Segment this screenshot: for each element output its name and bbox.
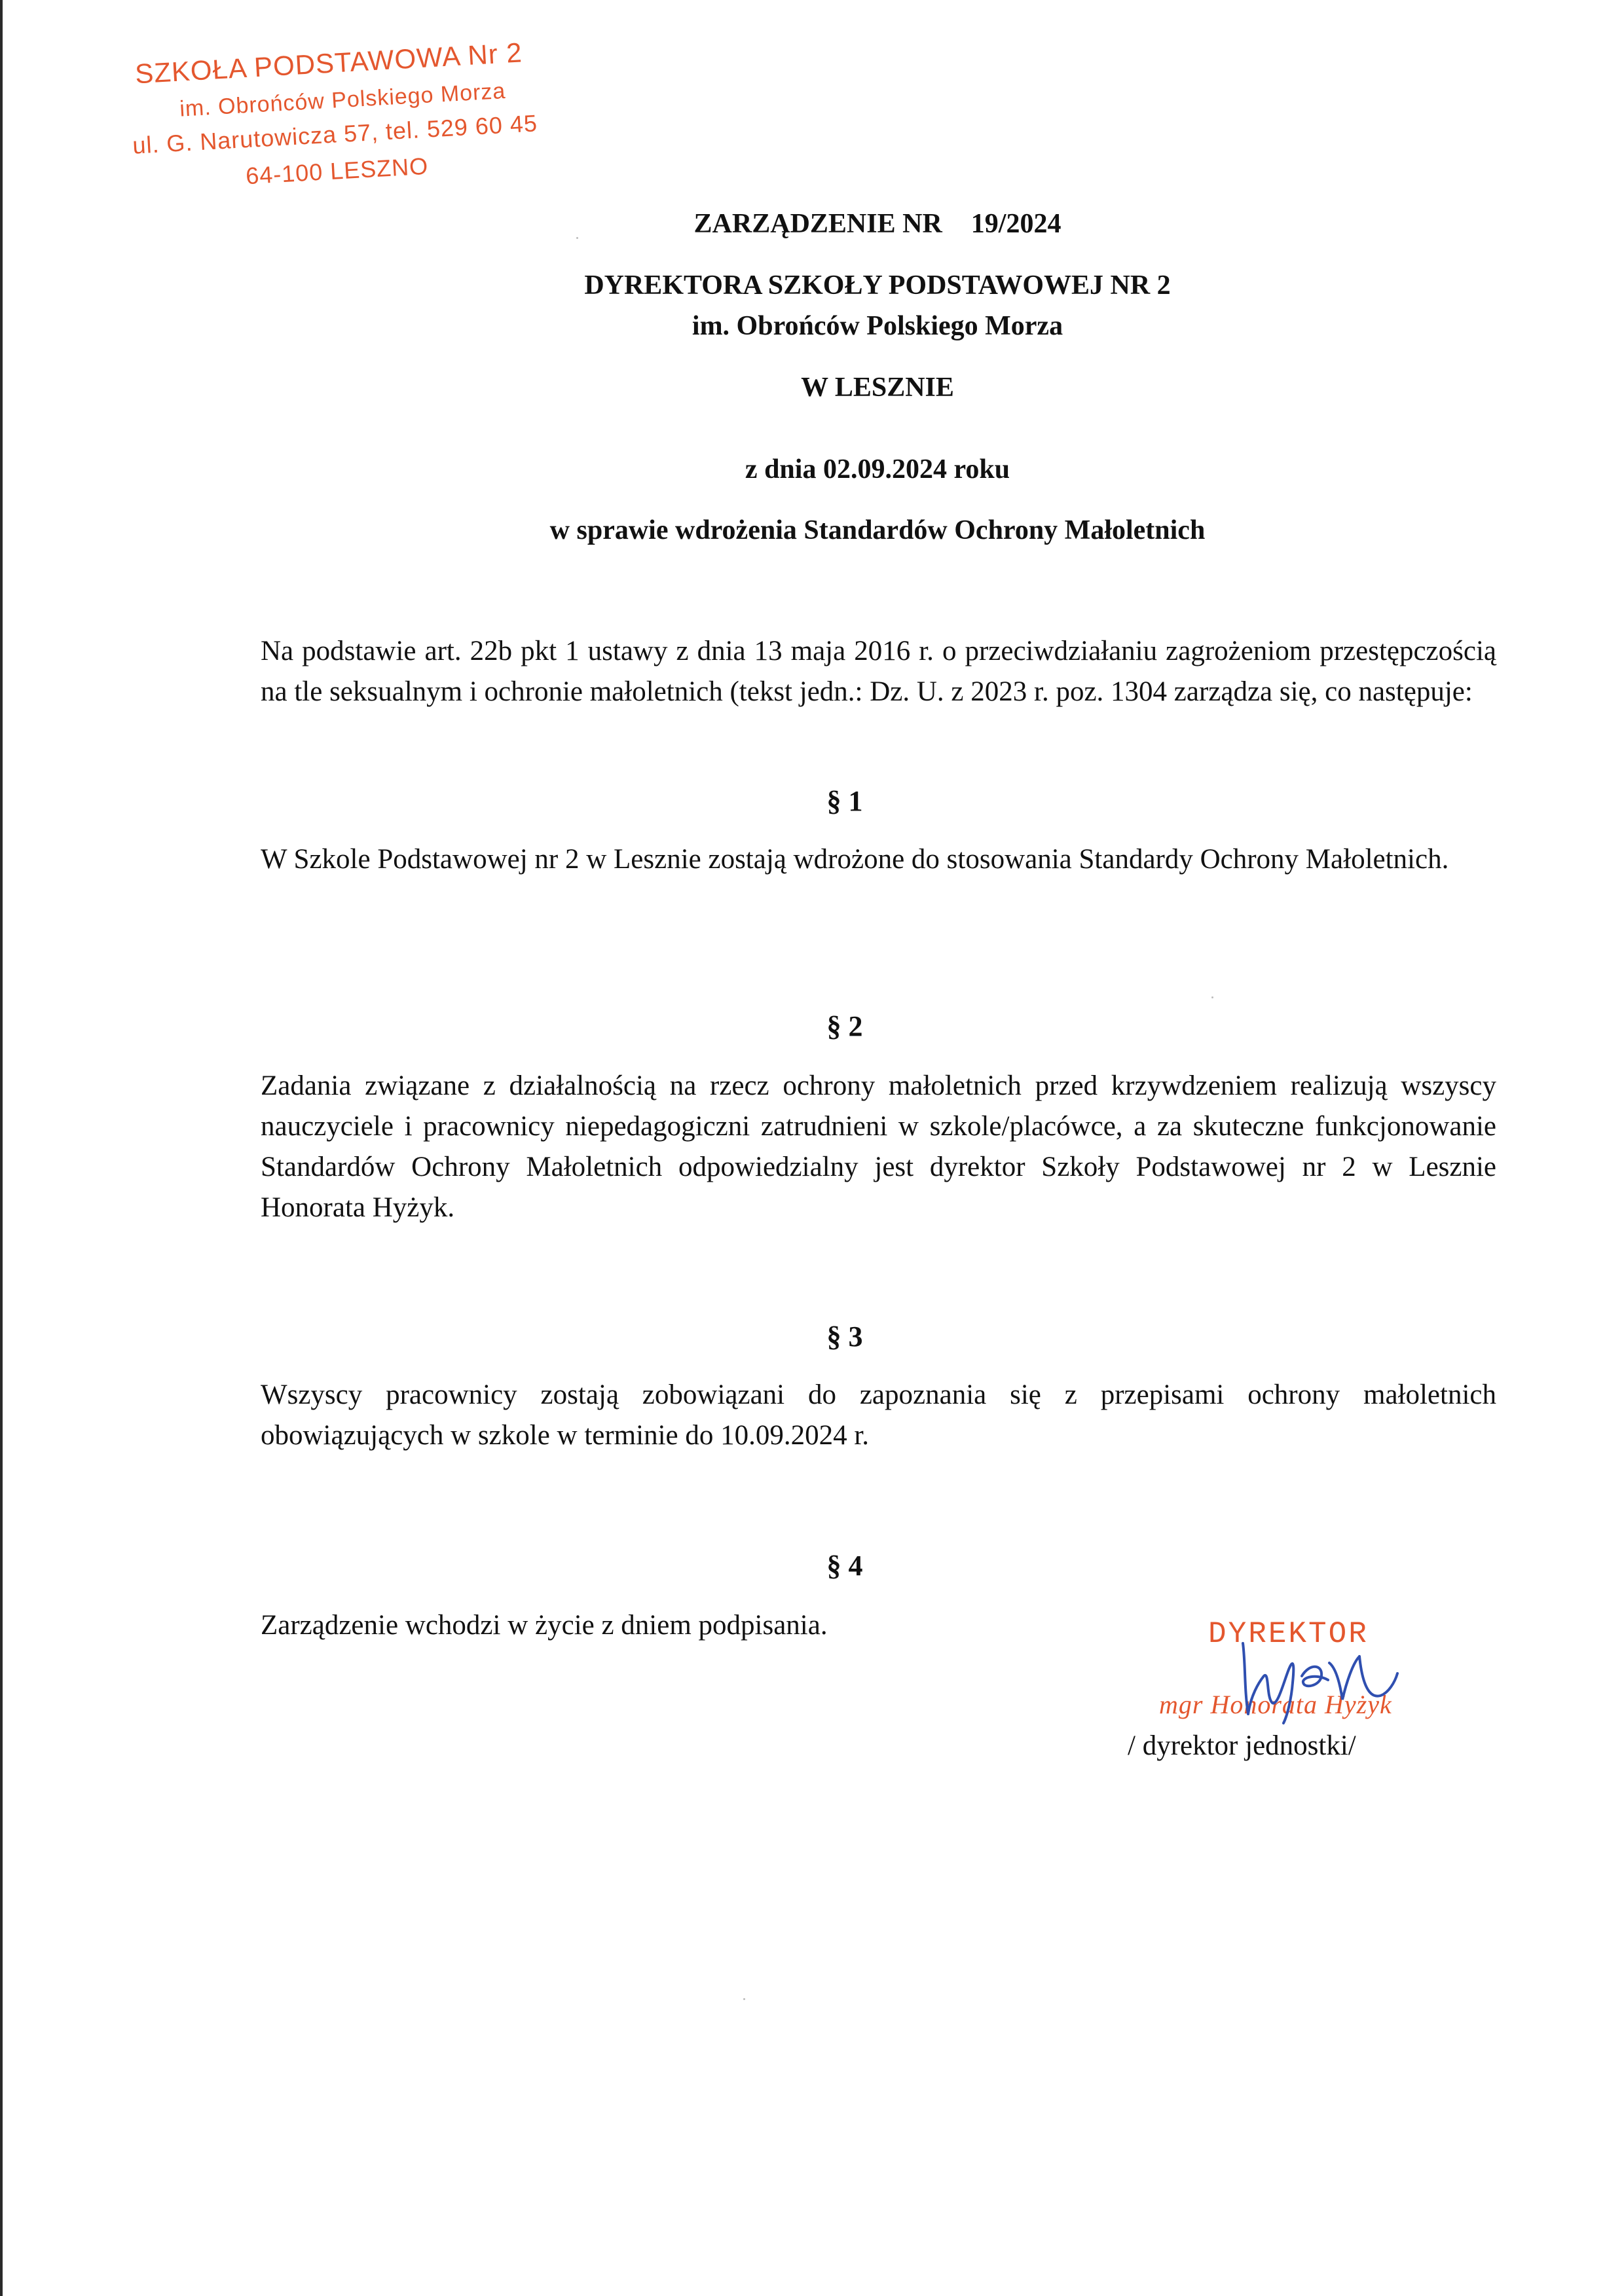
- stamp-line-4: 64-100 LESZNO: [245, 152, 430, 190]
- issuer-line: DYREKTORA SZKOŁY PODSTAWOWEJ NR 2: [584, 270, 1171, 301]
- scan-speck: [1211, 996, 1213, 998]
- section-mark-1: § 1: [826, 785, 863, 817]
- director-stamp-name: mgr Honorata Hyżyk: [1159, 1690, 1392, 1719]
- handwritten-signature: [1231, 1637, 1401, 1728]
- preamble-paragraph: Na podstawie art. 22b pkt 1 ustawy z dnia 13 maja 2016 r. o przeciwdziałaniu zagrożeniom przestępczością na tle seksualnym i ochronie małoletnich (tekst jedn.: Dz. U. z 2023 r. poz. 1304 zarządza się, co następuje:: [261, 636, 1496, 707]
- stamp-line-2: im. Obrońców Polskiego Morza: [179, 78, 507, 122]
- scan-speck: [576, 237, 578, 239]
- section-mark-2: § 2: [826, 1010, 863, 1042]
- section-text-1: W Szkole Podstawowej nr 2 w Lesznie zostają wdrożone do stosowania Standardy Ochrony Małoletnich.: [261, 844, 1449, 875]
- scan-speck: [743, 1998, 745, 2000]
- section-text-4: Zarządzenie wchodzi w życie z dniem podpisania.: [261, 1610, 828, 1641]
- scan-edge: [0, 0, 3, 2296]
- section-text-3: Wszyscy pracownicy zostają zobowiązani do zapoznania się z przepisami ochrony małoletnich obowiązujących w szkole w terminie do 10.09.2024 r.: [261, 1379, 1496, 1451]
- title-number: 19/2024: [970, 209, 1061, 239]
- document-title: [65, 208, 1624, 240]
- subject-line: w sprawie wdrożenia Standardów Ochrony Małoletnich: [549, 515, 1206, 545]
- stamp-line-3: ul. G. Narutowicza 57, tel. 529 60 45: [132, 109, 538, 159]
- section-mark-4: § 4: [826, 1550, 863, 1582]
- date-line: z dnia 02.09.2024 roku: [745, 454, 1010, 484]
- stamp-line-1: SZKOŁA PODSTAWOWA Nr 2: [134, 37, 523, 90]
- section-mark-3: § 3: [826, 1321, 863, 1353]
- signatory-role: / dyrektor jednostki/: [1128, 1730, 1356, 1761]
- patron-line: im. Obrońców Polskiego Morza: [692, 311, 1063, 341]
- school-stamp: [128, 35, 554, 202]
- section-text-2: Zadania związane z działalnością na rzecz ochrony małoletnich przed krzywdzeniem realizują wszyscy nauczyciele i pracownicy niepedagogiczni zatrudnieni w szkole/placówce, a za skuteczne funkcjonowanie Standardów Ochrony Małoletnich odpowiedzialny jest dyrektor Szkoły Podstawowej nr 2 w Lesznie Honorata Hyżyk.: [261, 1070, 1496, 1223]
- director-stamp-title: DYREKTOR: [1208, 1617, 1369, 1651]
- city-line: W LESZNIE: [801, 373, 954, 403]
- title-prefix: ZARZĄDZENIE NR: [693, 209, 942, 239]
